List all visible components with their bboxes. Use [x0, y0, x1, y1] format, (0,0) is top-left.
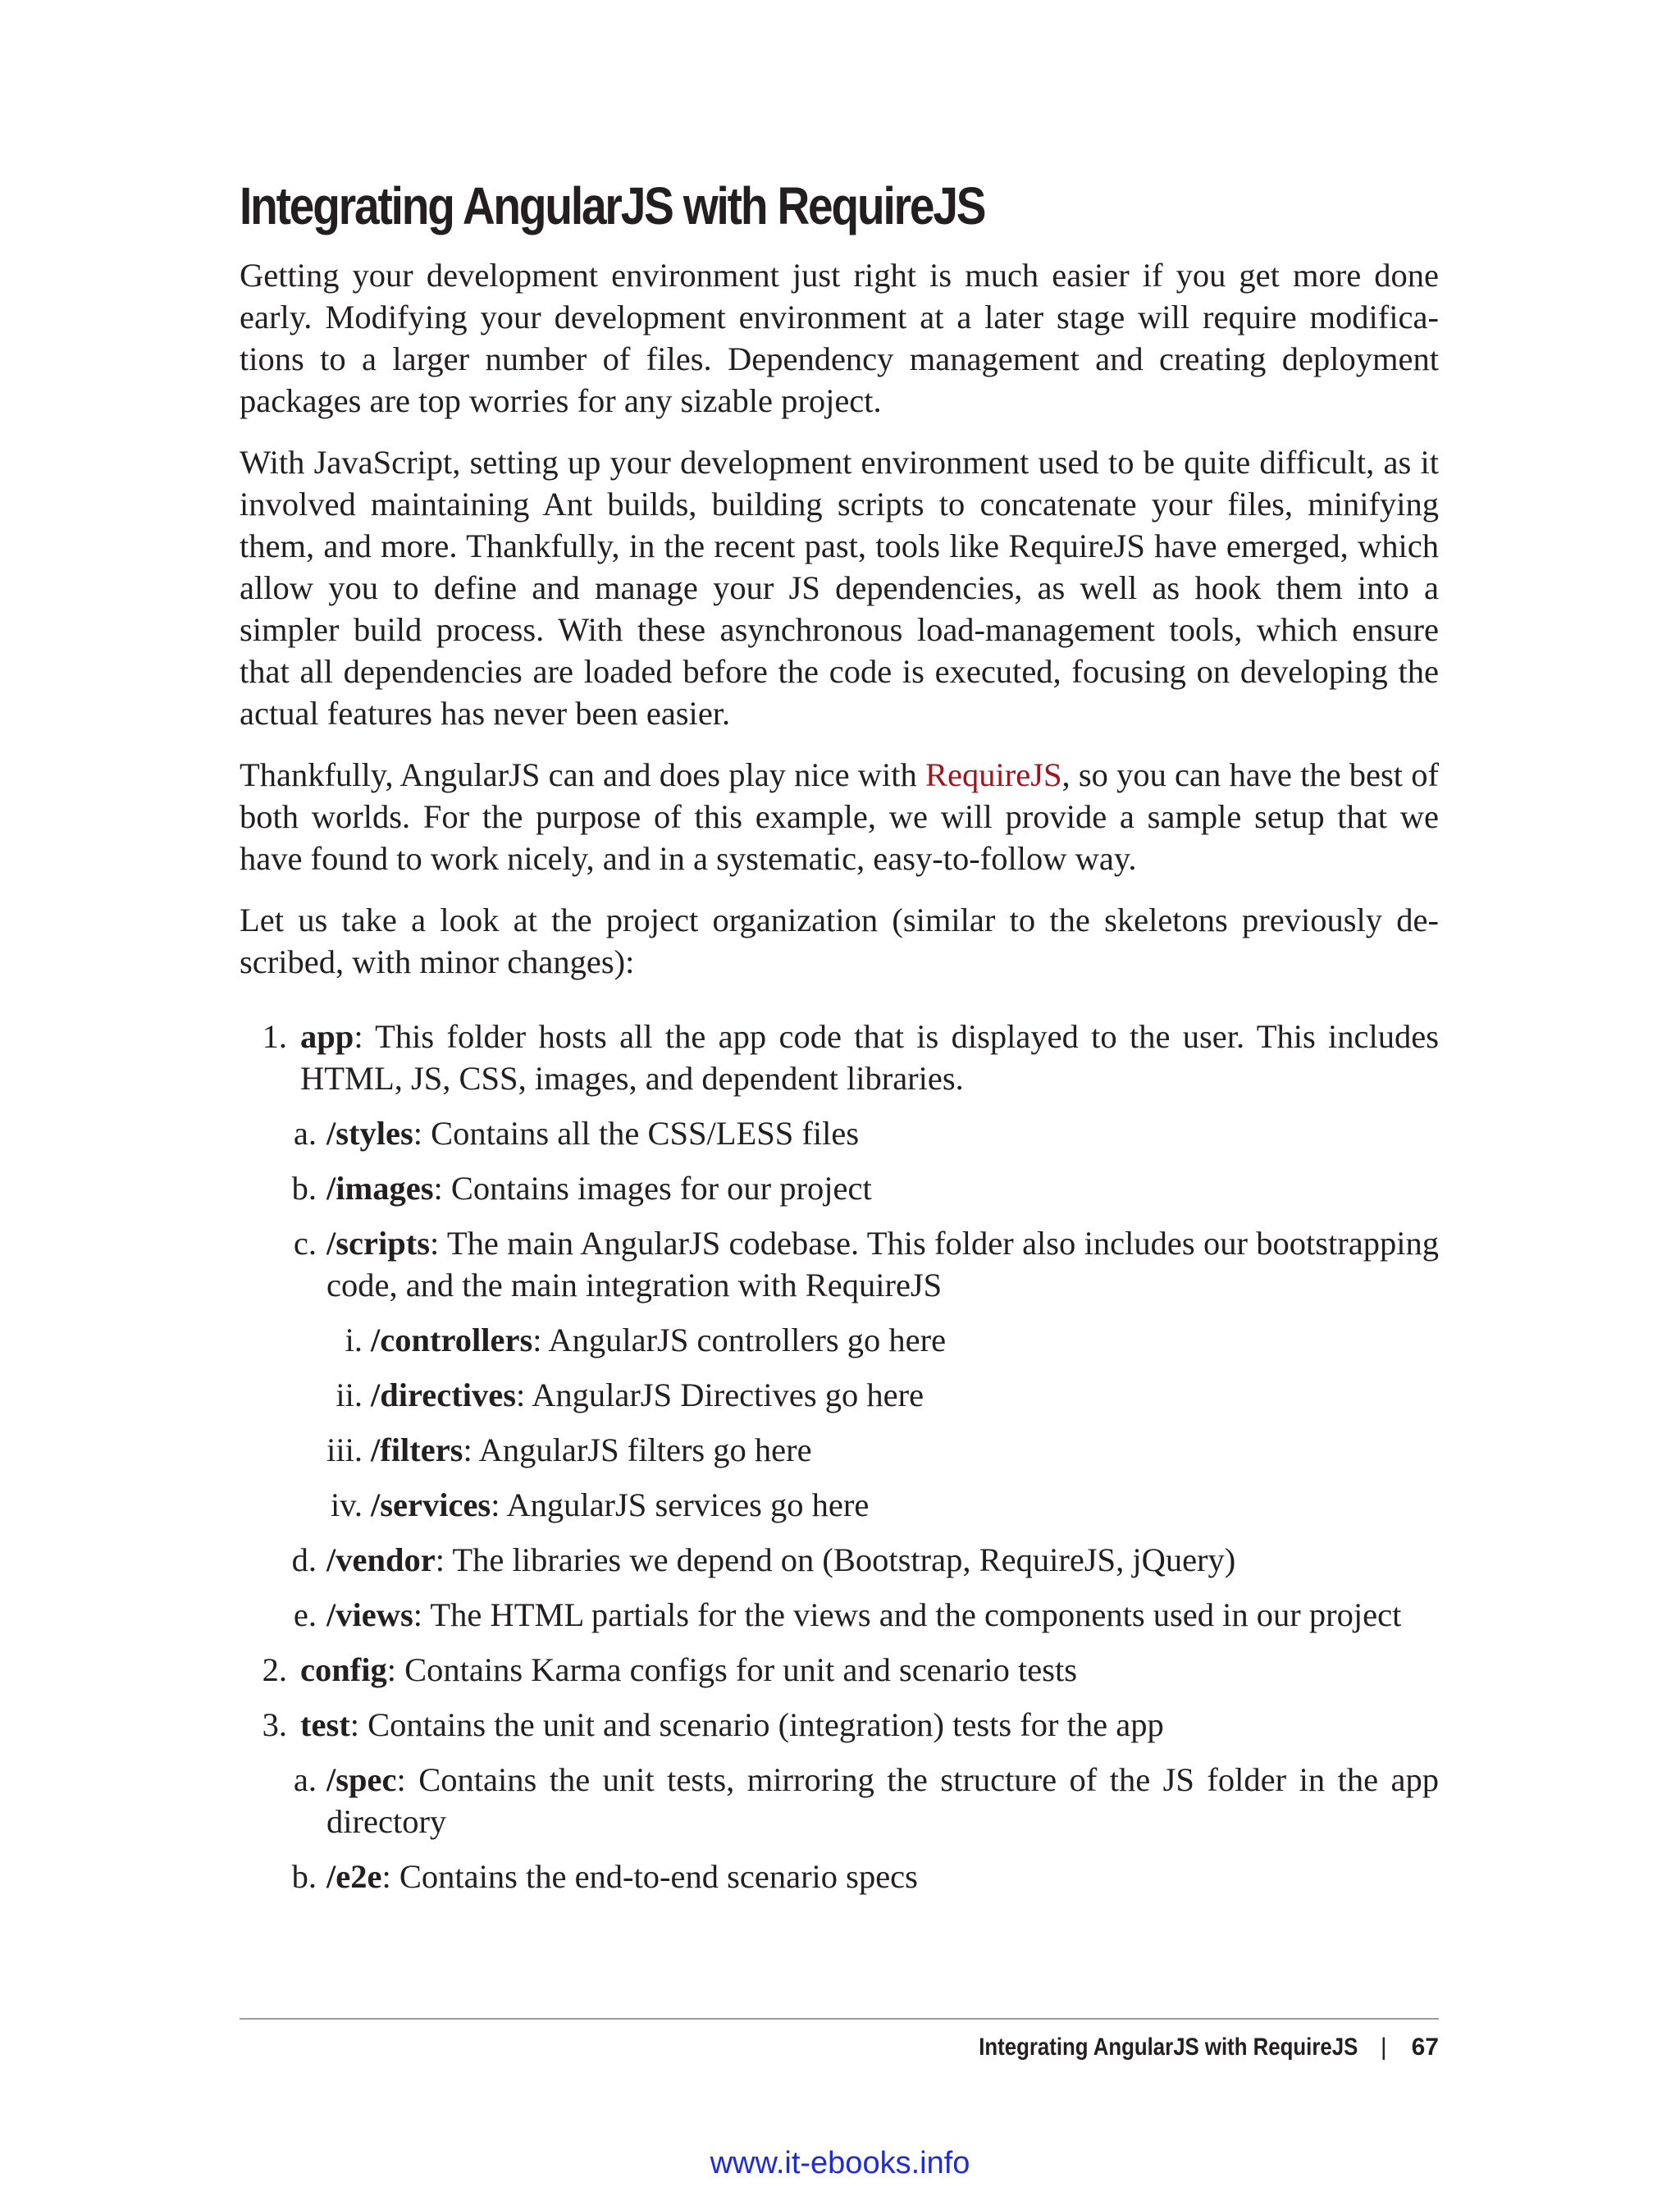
footer-section-title: Integrating AngularJS with RequireJS	[978, 2034, 1358, 2061]
paragraph-1: Getting your development environment just right is much easier if you get more done early. Modifying your development environment at a later stage will require modifications to a larger number of files. Dependency management and creating deployment packages are top worries for any sizable project.	[240, 257, 1439, 419]
list-text: : Contains the unit tests, mirroring the structure of the JS folder in the app directory	[326, 1761, 1439, 1840]
list-term: /scripts	[326, 1225, 430, 1262]
list-term: config	[300, 1651, 387, 1688]
list-item-spec	[282, 1759, 1439, 1842]
list-item-services	[326, 1484, 1439, 1526]
page-number: 67	[1411, 2034, 1439, 2061]
list-item-controllers	[326, 1319, 1439, 1361]
paragraph-3	[240, 754, 1439, 879]
list-item-app	[240, 1016, 1439, 1636]
scripts-sublist	[326, 1319, 1439, 1526]
list-term: app	[300, 1018, 354, 1055]
list-term: /e2e	[326, 1858, 382, 1895]
paragraph-4: Let us take a look at the project organization (similar to the skeletons previously described, with minor changes):	[240, 902, 1439, 980]
list-marker: c.	[293, 1225, 317, 1262]
list-marker: 2.	[262, 1651, 287, 1688]
list-text: : Contains Karma configs for unit and scenario tests	[386, 1651, 1078, 1688]
list-marker: a.	[293, 1115, 317, 1152]
list-text: : Contains all the CSS/LESS files	[413, 1115, 860, 1152]
list-text: : Contains the unit and scenario (integration) tests for the app	[349, 1706, 1164, 1743]
list-term: /styles	[326, 1115, 413, 1152]
list-marker: b.	[291, 1858, 317, 1895]
list-marker: a.	[293, 1761, 317, 1798]
list-marker: iv.	[331, 1486, 363, 1523]
list-text: : Contains the end-to-end scenario specs	[381, 1858, 918, 1895]
project-structure-list	[240, 1016, 1439, 1897]
list-term: /directives	[371, 1376, 516, 1413]
list-term: /services	[371, 1486, 491, 1523]
list-marker: e.	[293, 1596, 317, 1633]
list-item-e2e	[282, 1856, 1439, 1897]
list-item-test	[240, 1704, 1439, 1897]
list-item-styles	[282, 1112, 1439, 1154]
list-marker: 3.	[262, 1706, 287, 1743]
list-item-filters	[326, 1429, 1439, 1471]
list-term: /controllers	[371, 1322, 533, 1358]
watermark-link[interactable]: www.it-ebooks.info	[710, 2146, 970, 2180]
list-marker: 1.	[262, 1018, 287, 1055]
paragraph-3-text-start: Thankfully, AngularJS can and does play nice with	[240, 756, 926, 793]
page-content	[240, 169, 1439, 1897]
list-item-directives	[326, 1374, 1439, 1416]
list-text: : AngularJS controllers go here	[532, 1322, 947, 1358]
list-term: /spec	[326, 1761, 397, 1798]
list-term: /filters	[371, 1431, 463, 1468]
footer-divider	[240, 2018, 1439, 2020]
list-item-config	[240, 1649, 1439, 1691]
footer-separator: |	[1380, 2034, 1387, 2061]
list-term: /images	[326, 1170, 434, 1207]
list-item-views	[282, 1594, 1439, 1636]
list-marker: b.	[291, 1170, 317, 1207]
list-text: : The HTML partials for the views and the components used in our project	[413, 1596, 1402, 1633]
list-text: : Contains images for our project	[433, 1170, 872, 1207]
list-marker: d.	[291, 1541, 317, 1578]
list-term: /views	[326, 1596, 413, 1633]
list-term: test	[300, 1706, 350, 1743]
paragraph-3-text-end: , so you can have the best of both worlds. For the purpose of this example, we will provide a sample setup that we have found to work nicely, and in a systematic, easy-to-follow way.	[240, 756, 1439, 877]
list-marker: iii.	[326, 1431, 363, 1468]
list-text: : This folder hosts all the app code that is displayed to the user. This includes HTML, JS, CSS, images, and dependent libraries.	[300, 1018, 1439, 1097]
test-sublist	[282, 1759, 1439, 1897]
running-footer	[917, 2029, 1439, 2066]
requirejs-link[interactable]: RequireJS	[925, 756, 1062, 793]
paragraph-2: With JavaScript, setting up your development environment used to be quite difficult, as it involved maintaining Ant builds, building scripts to concatenate your files, minifying them, and more. Thankfully, in the recent past, tools like RequireJS have emerged, which allow you to define and manage your JS dependencies, as well as hook them into a simpler build process. With these asynchronous load-management tools, which ensure that all dependencies are loaded before the code is executed, focusing on developing the actual features has never been easier.	[240, 444, 1439, 732]
list-text: : AngularJS filters go here	[463, 1431, 812, 1468]
list-text: : The main AngularJS codebase. This folder also includes our bootstrapping code, and the main integration with RequireJS	[326, 1225, 1439, 1303]
list-text: : AngularJS services go here	[491, 1486, 870, 1523]
section-heading: Integrating AngularJS with RequireJS	[240, 176, 985, 235]
list-term: /vendor	[326, 1541, 436, 1578]
list-text: : AngularJS Directives go here	[515, 1376, 924, 1413]
list-marker: ii.	[336, 1376, 363, 1413]
list-item-images	[282, 1167, 1439, 1209]
list-text: : The libraries we depend on (Bootstrap, RequireJS, jQuery)	[435, 1541, 1236, 1578]
app-sublist	[282, 1112, 1439, 1636]
list-item-vendor	[282, 1539, 1439, 1581]
list-marker: i.	[345, 1322, 363, 1358]
list-item-scripts	[282, 1222, 1439, 1526]
